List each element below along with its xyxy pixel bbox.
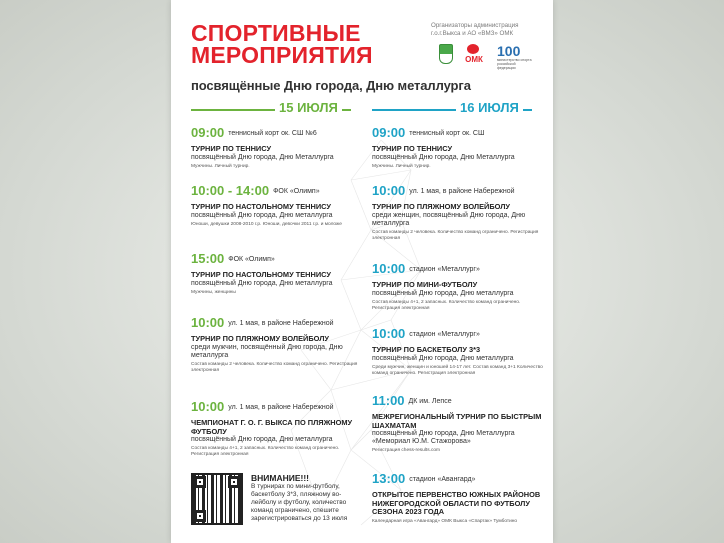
day-headers — [171, 100, 553, 116]
event-note: Состав команды 4+1, 2 запасных. Количество команд ограничено. Регистрация электронная — [372, 299, 521, 311]
event-time: 13:00 — [372, 471, 406, 486]
event-desc: среди мужчин, посвящённый Дню города, Дню металлурга — [191, 343, 343, 359]
event-time: 10:00 - 14:00 — [191, 183, 270, 198]
event-venue: стадион «Авангард» — [409, 476, 476, 483]
event-note: Мужчины. Личный турнир. — [372, 163, 431, 169]
event-desc: посвящённый Дню города, Дню Металлурга «Мемориал Ю.М. Стажорова» — [372, 430, 515, 446]
event-title: ТУРНИР ПО НАСТОЛЬНОМУ ТЕННИСУ — [191, 270, 331, 279]
event-time: 10:00 — [372, 326, 406, 341]
event-venue: теннисный корт ок. СШ №6 — [228, 130, 317, 137]
event-note: Юноши, девушки 2008-2010 г.р. Юноши, девочки 2011 г.р. и моложе — [191, 221, 342, 227]
qr-finder — [194, 476, 206, 488]
event-time: 10:00 — [372, 261, 406, 276]
omk-logo — [459, 44, 489, 66]
event-venue: ул. 1 мая, в районе Набережной — [228, 320, 334, 327]
event-title: ТУРНИР ПО ПЛЯЖНОМУ ВОЛЕЙБОЛУ — [191, 334, 329, 343]
event-item — [191, 250, 363, 296]
sponsor-logos — [439, 43, 535, 70]
event-desc: посвящённый Дню города, Дню металлурга — [191, 436, 333, 443]
poster-title — [191, 22, 373, 66]
poster — [171, 0, 553, 543]
event-title: ОТКРЫТОЕ ПЕРВЕНСТВО ЮЖНЫХ РАЙОНОВ НИЖЕГОРОДСКОЙ ОБЛАСТИ ПО ФУТБОЛУ СЕЗОНА 2023 ГОДА — [372, 490, 541, 516]
event-title: ТУРНИР ПО БАСКЕТБОЛУ 3*3 — [372, 345, 481, 354]
event-venue: ул. 1 мая, в районе Набережной — [228, 404, 334, 411]
event-item — [372, 182, 544, 242]
attention-text: В турнирах по мини-футболу, баскетболу 3*3, пляжному во-лейболу и футболу, количество команд ограничено, спешите зарегистрироваться до 13 июля — [251, 483, 348, 522]
title-line-1: СПОРТИВНЫЕ — [191, 20, 361, 46]
registration-qr-code[interactable] — [191, 473, 243, 525]
event-venue: ФОК «Олимп» — [273, 188, 320, 195]
day2-label: 16 ИЮЛЯ — [456, 100, 523, 116]
event-title: ТУРНИР ПО НАСТОЛЬНОМУ ТЕННИСУ — [191, 202, 331, 211]
event-item — [191, 314, 363, 374]
event-desc: посвящённый Дню города, Дню металлурга — [191, 279, 333, 287]
event-venue: ФОК «Олимп» — [228, 256, 275, 263]
event-time: 10:00 — [191, 399, 225, 414]
event-item — [191, 398, 363, 458]
event-venue: стадион «Металлург» — [409, 331, 480, 338]
event-note: Состав команды 4+1, 2 запасных. Количество команд ограничено. Регистрация электронная — [191, 446, 340, 458]
event-item — [372, 124, 544, 170]
event-time: 15:00 — [191, 251, 225, 266]
city-crest-icon — [439, 44, 453, 64]
event-time: 10:00 — [191, 315, 225, 330]
event-item — [372, 260, 544, 312]
event-venue: теннисный корт ок. СШ — [409, 130, 485, 137]
logo-100-number: 100 — [497, 43, 521, 59]
qr-finder — [194, 510, 206, 522]
event-venue: стадион «Металлург» — [409, 266, 480, 273]
event-desc: посвящённый Дню города, Дню металлурга — [372, 289, 514, 297]
event-time: 10:00 — [372, 183, 406, 198]
logo-100-subtext: министерство спорта российской федерации — [497, 58, 532, 70]
day1-label: 15 ИЮЛЯ — [275, 100, 342, 116]
event-time: 11:00 — [372, 393, 405, 408]
attention-note — [251, 473, 351, 523]
event-title: ТУРНИР ПО ТЕННИСУ — [372, 144, 453, 153]
organizers-text: Организаторы администрация г.о.г.Выкса и АО «ВМЗ» ОМК — [431, 22, 519, 37]
event-note: Регистрация chess-results.com — [372, 448, 441, 454]
event-desc: посвящённый Дню города, Дню металлурга — [191, 211, 333, 219]
event-item — [372, 470, 544, 525]
event-venue: ул. 1 мая, в районе Набережной — [409, 188, 515, 195]
event-note: Состав команды 2 человека. Количество команд ограничено. Регистрация электронная — [372, 229, 539, 241]
event-time: 09:00 — [191, 125, 225, 140]
event-desc: посвящённый Дню города, Дню Металлурга — [191, 153, 334, 161]
event-note: Календарная игра «Авангард» ОМК Выкса «Спартак» Тумботино — [372, 518, 518, 524]
title-line-2: МЕРОПРИЯТИЯ — [191, 42, 373, 68]
event-item — [191, 182, 363, 228]
omk-mark-icon — [467, 44, 479, 54]
qr-finder — [228, 476, 240, 488]
event-title: МЕЖРЕГИОНАЛЬНЫЙ ТУРНИР ПО БЫСТРЫМ ШАХМАТАМ — [372, 412, 542, 430]
event-title: ЧЕМПИОНАТ Г. О. Г. ВЫКСА ПО ПЛЯЖНОМУ ФУТБОЛУ — [191, 418, 353, 436]
event-title: ТУРНИР ПО ТЕННИСУ — [191, 144, 272, 153]
event-item — [191, 124, 363, 170]
event-note: Среди мужчин, женщин и юношей 14-17 лет. Состав команд 3+1 Количество команд ограничено. Регистрация электронная — [372, 364, 543, 376]
event-note: Мужчины. Личный турнир. — [191, 163, 250, 169]
attention-title: ВНИМАНИЕ!!! — [251, 473, 310, 483]
event-time: 09:00 — [372, 125, 406, 140]
event-item — [372, 325, 544, 377]
event-note: Мужчины, женщины — [191, 289, 236, 295]
omk-logo-text: ОМК — [465, 55, 483, 64]
event-desc: среди женщин, посвящённый Дню города, Дню металлурга — [372, 211, 526, 227]
event-title: ТУРНИР ПО МИНИ-ФУТБОЛУ — [372, 280, 478, 289]
sport-100-logo — [497, 43, 533, 70]
event-venue: ДК им. Лепсе — [408, 398, 452, 405]
event-desc: посвящённый Дню города, Дню Металлурга — [372, 153, 515, 161]
event-title: ТУРНИР ПО ПЛЯЖНОМУ ВОЛЕЙБОЛУ — [372, 202, 510, 211]
event-desc: посвящённый Дню города, Дню металлурга — [372, 354, 514, 362]
event-note: Состав команды 2 человека. Количество команд ограничено. Регистрация электронная — [191, 361, 358, 373]
event-item — [372, 392, 544, 454]
poster-subtitle: посвящённые Дню города, Дню металлурга — [191, 78, 471, 93]
